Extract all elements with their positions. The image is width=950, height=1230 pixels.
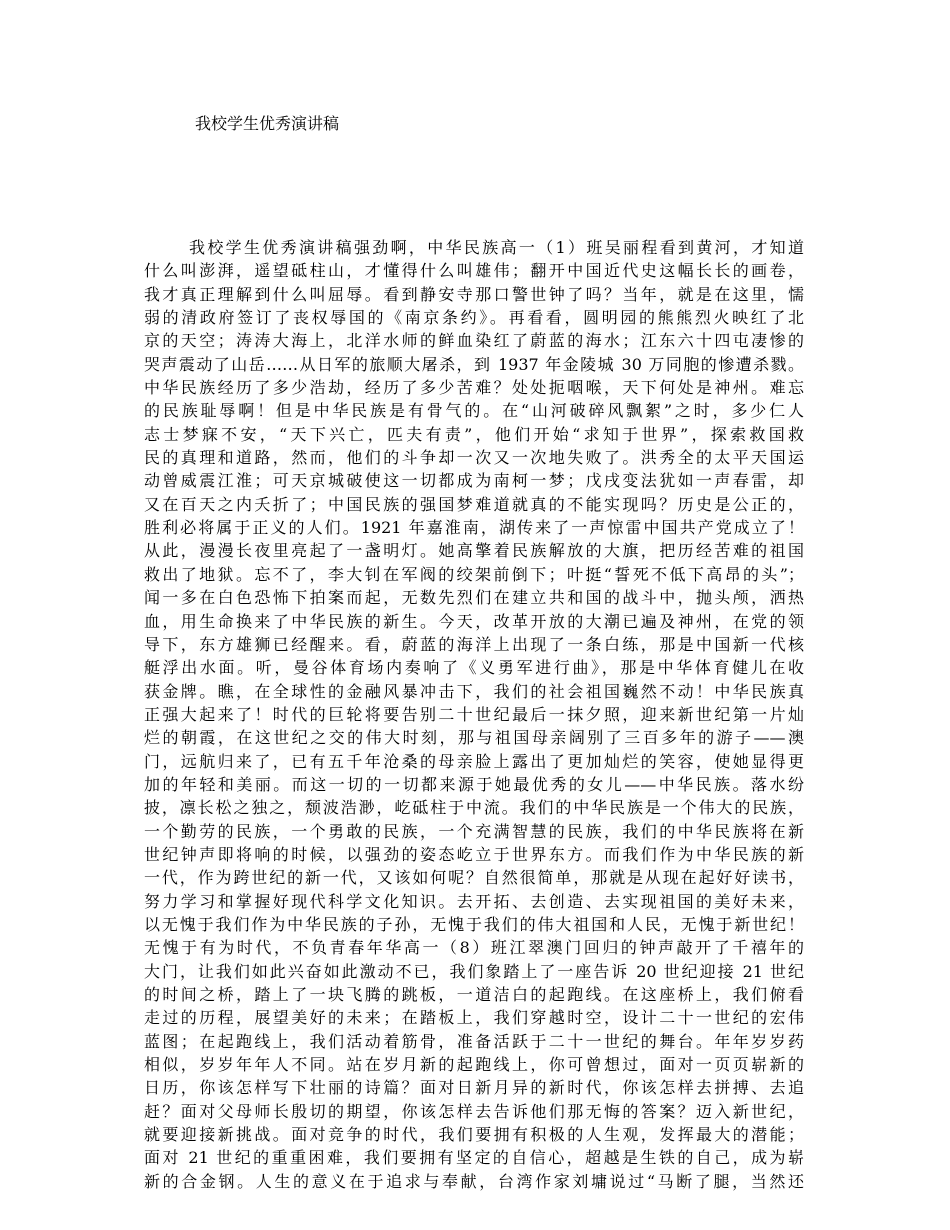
body-text-line: 一个勤劳的民族，一个勇敢的民族，一个充满智慧的民族，我们的中华民族将在新 — [144, 821, 804, 841]
body-text-line: 艇浮出水面。听，曼谷体育场内奏响了《义勇军进行曲》，那是中华体育健儿在收 — [144, 658, 804, 678]
body-text-line: 无愧于有为时代，不负青春年华高一（8）班江翠澳门回归的钟声敲开了千禧年的 — [144, 938, 804, 958]
body-text-line: 相似，岁岁年年人不同。站在岁月新的起跑线上，你可曾想过，面对一页页崭新的 — [144, 1055, 804, 1075]
body-text-line: 一代，作为跨世纪的新一代，又该如何呢？自然很简单，那就是从现在起好好读书， — [144, 868, 804, 888]
body-text-line: 披，凛长松之独之，颓波浩渺，屹砥柱于中流。我们的中华民族是一个伟大的民族， — [144, 798, 804, 818]
body-text-line: 什么叫澎湃，遥望砥柱山，才懂得什么叫雄伟；翻开中国近代史这幅长长的画卷， — [144, 261, 804, 281]
body-text-line: 又在百天之内夭折了；中国民族的强国梦难道就真的不能实现吗？历史是公正的， — [144, 494, 804, 514]
body-text-line: 蓝图；在起跑线上，我们活动着筋骨，准备活跃于二十一世纪的舞台。年年岁岁药 — [144, 1031, 804, 1051]
body-text-line: 世纪钟声即将响的时候，以强劲的姿态屹立于世界东方。而我们作为中华民族的新 — [144, 844, 804, 864]
body-text-line: 日历，你该怎样写下壮丽的诗篇？面对日新月异的新时代，你该怎样去拼搏、去追 — [144, 1078, 804, 1098]
body-text-line: 民的真理和道路，然而，他们的斗争却一次又一次地失败了。洪秀全的太平天国运 — [144, 448, 804, 468]
body-text-line: 导下，东方雄狮已经醒来。看，蔚蓝的海洋上出现了一条白练，那是中国新一代核 — [144, 634, 804, 654]
body-text-line: 面对 21 世纪的重重困难，我们要拥有坚定的自信心，超越是生铁的自己，成为崭 — [144, 1148, 804, 1168]
body-text-line: 中华民族经历了多少浩劫，经历了多少苦难？处处扼咽喉，天下何处是神州。难忘 — [144, 378, 804, 398]
document-body — [144, 236, 804, 1193]
body-text-line: 获金牌。瞧，在全球性的金融风暴冲击下，我们的社会祖国巍然不动！中华民族真 — [144, 681, 804, 701]
body-text-line: 加的年轻和美丽。而这一切的一切都来源于她最优秀的女儿——中华民族。落水纷 — [144, 774, 804, 794]
body-text-line: 就要迎接新挑战。面对竞争的时代，我们要拥有积极的人生观，发挥最大的潜能； — [144, 1125, 804, 1145]
body-text-line: 胜利必将属于正义的人们。1921 年嘉淮南，湖传来了一声惊雷中国共产党成立了！ — [144, 518, 804, 538]
body-text-line: 门，远航归来了，已有五千年沧桑的母亲脸上露出了更加灿烂的笑容，使她显得更 — [144, 751, 804, 771]
body-text-line: 志士梦寐不安，“天下兴亡，匹夫有责”，他们开始“求知于世界”，探索救国救 — [144, 424, 804, 444]
body-text-line: 京的天空；涛涛大海上，北洋水师的鲜血染红了蔚蓝的海水；江东六十四屯凄惨的 — [144, 331, 804, 351]
body-text-line: 闻一多在白色恐怖下拍案而起，无数先烈们在建立共和国的战斗中，抛头颅，洒热 — [144, 588, 804, 608]
document-title: 我校学生优秀演讲稿 — [195, 114, 340, 133]
body-text-line: 血，用生命换来了中华民族的新生。今天，改革开放的大潮已遍及神州，在党的领 — [144, 611, 804, 631]
body-text-line: 从此，漫漫长夜里亮起了一盏明灯。她高擎着民族解放的大旗，把历经苦难的祖国 — [144, 541, 804, 561]
body-text-line: 大门，让我们如此兴奋如此激动不已，我们象踏上了一座告诉 20 世纪迎接 21 世纪 — [144, 961, 804, 981]
body-text-line: 弱的清政府签订了丧权辱国的《南京条约》。再看看，圆明园的熊熊烈火映红了北 — [144, 308, 804, 328]
body-text-line: 走过的历程，展望美好的未来；在踏板上，我们穿越时空，设计二十一世纪的宏伟 — [144, 1008, 804, 1028]
body-text-line: 我才真正理解到什么叫屈辱。看到静安寺那口警世钟了吗？当年，就是在这里，懦 — [144, 284, 804, 304]
body-text-line: 正强大起来了！时代的巨轮将要告别二十世纪最后一抹夕照，迎来新世纪第一片灿 — [144, 704, 804, 724]
body-text-line: 动曾威震江淮；可天京城破使这一切都成为南柯一梦；戊戌变法犹如一声春雷，却 — [144, 471, 804, 491]
body-text-line: 烂的朝霞，在这世纪之交的伟大时刻，那与祖国母亲阔别了三百多年的游子——澳 — [144, 728, 804, 748]
body-text-line: 以无愧于我们作为中华民族的子孙，无愧于我们的伟大祖国和人民，无愧于新世纪！ — [144, 914, 804, 934]
body-text-line: 救出了地狱。忘不了，李大钊在军阀的绞架前倒下；叶挺“誓死不低下高昂的头”； — [144, 564, 804, 584]
body-text-line: 哭声震动了山岳……从日军的旅顺大屠杀，到 1937 年金陵城 30 万同胞的惨遭杀戮。 — [144, 354, 804, 374]
body-text-line: 努力学习和掌握好现代科学文化知识。去开拓、去创造、去实现祖国的美好未来， — [144, 891, 804, 911]
body-text-line: 的民族耻辱啊！但是中华民族是有骨气的。在“山河破碎风飘絮”之时，多少仁人 — [144, 401, 804, 421]
body-text-line: 赶？面对父母师长殷切的期望，你该怎样去告诉他们那无悔的答案？迈入新世纪， — [144, 1101, 804, 1121]
body-text-line: 的时间之桥，踏上了一块飞腾的跳板，一道洁白的起跑线。在这座桥上，我们俯看 — [144, 985, 804, 1004]
body-text-line: 我校学生优秀演讲稿强劲啊，中华民族高一（1）班吴丽程看到黄河，才知道 — [189, 238, 804, 257]
body-text-line: 新的合金钢。人生的意义在于追求与奉献，台湾作家刘墉说过“马断了腿，当然还 — [144, 1171, 804, 1191]
